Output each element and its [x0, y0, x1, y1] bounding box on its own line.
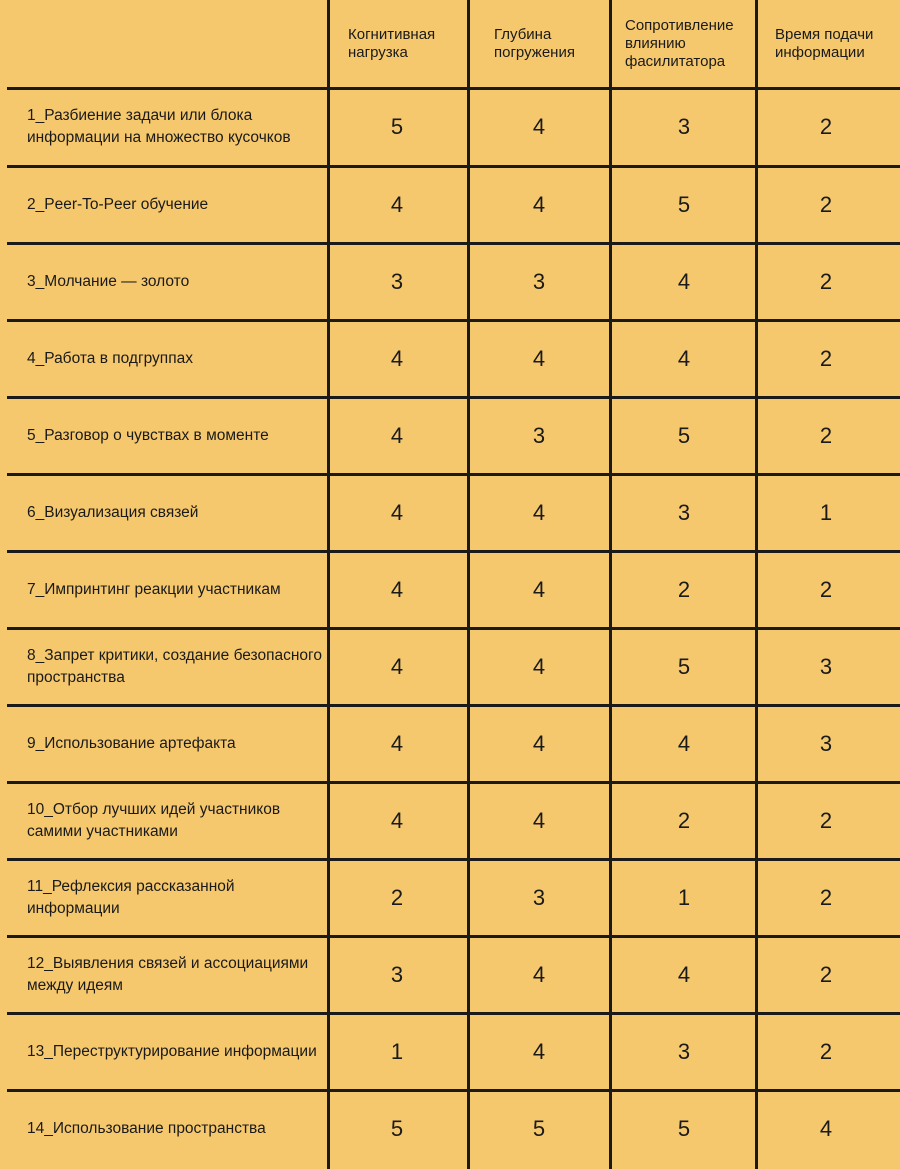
table-row — [0, 397, 900, 474]
score-cell: 5 — [677, 1115, 691, 1141]
score-cell: 4 — [390, 807, 404, 833]
row-label-text: 11_Рефлексия рассказанной информации — [27, 877, 235, 917]
score-cell: 3 — [532, 422, 546, 448]
table-row — [0, 320, 900, 397]
row-label — [27, 1090, 327, 1167]
score-cell: 4 — [390, 422, 404, 448]
score-cell: 3 — [532, 884, 546, 910]
row-label-text: 8_Запрет критики, создание безопасного пространства — [27, 646, 322, 686]
column-divider — [609, 0, 612, 1169]
table-row — [0, 936, 900, 1013]
score-cell: 1 — [819, 499, 833, 525]
score-cell: 2 — [819, 345, 833, 371]
row-label — [27, 243, 327, 320]
score-cell: 2 — [819, 113, 833, 139]
row-label — [27, 705, 327, 782]
score-cell: 2 — [819, 422, 833, 448]
row-label-text: 7_Импринтинг реакции участникам — [27, 580, 281, 598]
score-cell: 4 — [532, 113, 546, 139]
row-label — [27, 936, 327, 1013]
row-label-text: 2_Peer-To-Peer обучение — [27, 195, 209, 213]
score-cell: 5 — [677, 422, 691, 448]
table-row — [0, 88, 900, 165]
score-cell: 3 — [390, 961, 404, 987]
score-cell: 2 — [819, 807, 833, 833]
score-cell: 4 — [532, 191, 546, 217]
table-row — [0, 628, 900, 705]
score-cell: 4 — [819, 1115, 833, 1141]
table-row — [0, 1013, 900, 1090]
score-cell: 5 — [390, 113, 404, 139]
score-cell: 2 — [677, 807, 691, 833]
table-row — [0, 705, 900, 782]
score-cell: 4 — [390, 499, 404, 525]
score-cell: 4 — [677, 730, 691, 756]
score-cell: 4 — [677, 961, 691, 987]
score-cell: 3 — [819, 730, 833, 756]
row-label-text: 3_Молчание — золото — [27, 272, 190, 290]
row-label — [27, 859, 327, 936]
row-label — [27, 1013, 327, 1090]
table-row — [0, 859, 900, 936]
score-cell: 3 — [677, 1038, 691, 1064]
score-cell: 2 — [390, 884, 404, 910]
col-header-cognitive-load — [348, 0, 468, 88]
score-cell: 5 — [677, 191, 691, 217]
score-cell: 5 — [677, 653, 691, 679]
score-cell: 4 — [532, 961, 546, 987]
col-header-text: Когнитивная нагрузка — [348, 25, 436, 61]
score-cell: 5 — [532, 1115, 546, 1141]
table-row — [0, 166, 900, 243]
score-cell: 1 — [677, 884, 691, 910]
row-label-text: 1_Разбиение задачи или блока информации на множество кусочков — [27, 106, 291, 146]
score-cell: 4 — [532, 345, 546, 371]
score-cell: 4 — [532, 807, 546, 833]
score-cell: 4 — [532, 576, 546, 602]
score-cell: 4 — [390, 576, 404, 602]
row-label — [27, 551, 327, 628]
column-divider — [327, 0, 330, 1169]
table-row — [0, 474, 900, 551]
col-header-delivery-time — [775, 0, 890, 88]
row-label — [27, 782, 327, 859]
score-cell: 4 — [390, 730, 404, 756]
score-cell: 2 — [819, 576, 833, 602]
col-header-immersion-depth — [494, 0, 604, 88]
col-header-facilitator-resistance — [625, 0, 753, 88]
column-divider — [755, 0, 758, 1169]
row-label-text: 4_Работа в подгруппах — [27, 349, 193, 367]
score-cell: 4 — [532, 1038, 546, 1064]
score-cell: 5 — [390, 1115, 404, 1141]
col-header-text: Сопротивление влиянию фасилитатора — [625, 16, 734, 71]
score-cell: 3 — [819, 653, 833, 679]
score-cell: 3 — [677, 113, 691, 139]
score-cell: 4 — [390, 191, 404, 217]
row-label-text: 6_Визуализация связей — [27, 503, 199, 521]
score-cell: 4 — [532, 730, 546, 756]
col-header-text: Время подачи информации — [775, 25, 874, 61]
score-cell: 3 — [390, 268, 404, 294]
column-divider — [467, 0, 470, 1169]
score-cell: 1 — [390, 1038, 404, 1064]
score-cell: 4 — [532, 653, 546, 679]
score-cell: 4 — [532, 499, 546, 525]
col-header-text: Глубина погружения — [494, 25, 575, 61]
score-cell: 2 — [819, 268, 833, 294]
row-label — [27, 88, 327, 165]
score-cell: 2 — [677, 576, 691, 602]
row-label-text: 5_Разговор о чувствах в моменте — [27, 426, 269, 444]
score-cell: 2 — [819, 191, 833, 217]
score-cell: 3 — [532, 268, 546, 294]
row-label-text: 14_Использование пространства — [27, 1119, 266, 1137]
score-cell: 4 — [390, 653, 404, 679]
score-cell: 2 — [819, 1038, 833, 1064]
score-cell: 3 — [677, 499, 691, 525]
row-label-text: 12_Выявления связей и ассоциациями между идеям — [27, 954, 309, 994]
score-cell: 4 — [677, 268, 691, 294]
score-cell: 4 — [677, 345, 691, 371]
table-row — [0, 782, 900, 859]
row-label-text: 9_Использование артефакта — [27, 734, 236, 752]
score-cell: 2 — [819, 961, 833, 987]
table-row — [0, 551, 900, 628]
score-cell: 4 — [390, 345, 404, 371]
row-label — [27, 320, 327, 397]
row-label-text: 10_Отбор лучших идей участников самими участниками — [27, 800, 281, 840]
score-cell: 2 — [819, 884, 833, 910]
row-label — [27, 166, 327, 243]
table-row — [0, 243, 900, 320]
row-label-text: 13_Переструктурирование информации — [27, 1042, 317, 1060]
table-row — [0, 1090, 900, 1167]
row-label — [27, 628, 327, 705]
row-label — [27, 397, 327, 474]
row-label — [27, 474, 327, 551]
